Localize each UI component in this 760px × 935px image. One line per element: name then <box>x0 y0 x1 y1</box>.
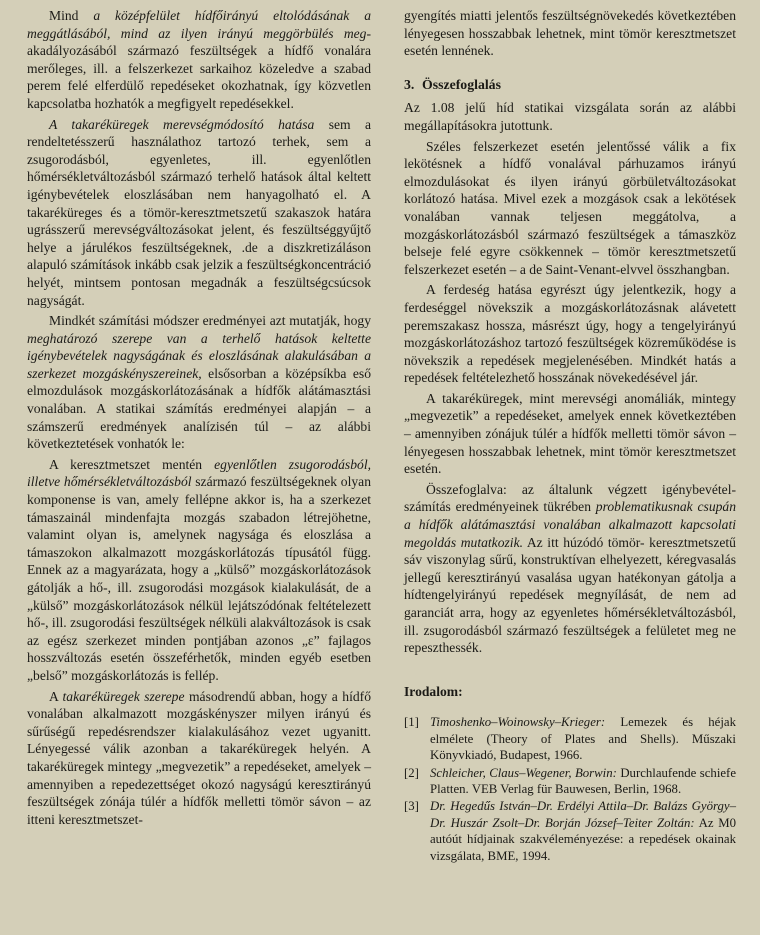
paragraph: Összefoglalva: az általunk végzett igénybevétel-számítás eredményeinek tükrében problematikusnak csupán a hídfők alátámasztási vonalában alkalmazott kapcsolati megoldás mutatkozik. Az itt húzódó tömör- keresztmetszetű sáv viszonylag sűrű, konstruktívan elhelyezett, kéregvasalás jellegű keresztirányú vasalása ugyan hatékonyan gátolja a hídtengelyirányú repedések megnyílását, de nem ad garanciát arra, hogy az egyenletes hőmérsékletváltozásból, ill. zsugorodásból származó feszültségek a felületet meg ne repeszthessék. <box>404 481 737 656</box>
reference-item <box>404 714 736 763</box>
reference-details: Az M0 autóút hídjainak szakvéleményezése: a repedések okainak vizsgálata, BME, 1994. <box>430 815 737 863</box>
reference-number: [2] <box>404 765 419 780</box>
reference-authors: Dr. Hegedűs István–Dr. Erdélyi Attila–Dr. Balázs György–Dr. Huszár Zsolt–Dr. Borján József–Teiter Zoltán: <box>430 799 736 830</box>
section-heading <box>404 76 736 94</box>
reference-number: [1] <box>404 715 419 730</box>
reference-authors: Schleicher, Claus–Wegener, Borwin: <box>430 765 617 780</box>
section-intro: Az 1.08 jelű híd statikai vizsgálata során az alábbi megállapításokra jutottunk. <box>404 100 736 133</box>
reference-details: Lemezek és héjak elmélete (Theory of Plates and Shells). Műszaki Könyvkiadó, Budapest, 1966. <box>430 715 736 763</box>
reference-item <box>404 798 736 864</box>
reference-details: Durchlaufende schiefe Platten. VEB Verlag für Bauwesen, Berlin, 1968. <box>430 765 736 796</box>
right-column <box>404 7 736 865</box>
section-title: Összefoglalás <box>422 76 501 92</box>
reference-authors: Timoshenko–Woinowsky–Krieger: <box>430 715 606 730</box>
paragraph: A keresztmetszet mentén egyenlőtlen zsugorodásból, illetve hőmérsékletváltozásból származó feszültségeknek olyan komponense is van, amely fellépne akkor is, ha a szerkezet támaszainál mindenfajta mozgás szabadon létrejöhetne, valamint olyan is, amelynek nagysága és eloszlása a támaszokon alkalmazott mozgáskorlátozás típusától függ. Ennek az a magyarázata, hogy a „külső” mozgáskorlátozások gátolják a hő-, ill. zsugorodási mozgások kialakulását, de a „külső” mozgáskorlátozások nélkül lejátszódónak feltételezett hő-, ill. zsugorodási feszültségek nélküli alakváltozások is csak az egész szerkezet minden pontjában azonos „ε” fajlagos hosszváltozás esetén összeférhetők, minden egyéb esetben „belső” mozgáskorlátozás is fellép. <box>27 456 371 683</box>
paragraph: A ferdeség hatása egyrészt úgy jelentkezik, hogy a ferdeséggel növekszik a mozgáskorlátozásnak alávetett peremszakasz hossza, másrészt úgy, hogy a tengelyirányú mozgáskorlátozáshoz tartozó feszültségek közreműködése is növekszik a repedések megjelenésében. Mindkét hatás a repedések feltételezhető hosszának növekedésével jár. <box>404 282 736 386</box>
paragraph: A takaréküregek, mint merevségi anomáliák, mintegy „megvezetik” a repedéseket, amelyek ennek következtében – amennyiben zónájuk túlér a hídfők melletti tömör sávon – lényegesen hosszabbak lehetnek, mint tömör keresztmetszet esetén. <box>404 390 736 477</box>
paragraph: Mind a középfelület hídfőirányú eltolódásának a meggátlásából, mind az ilyen irányú meggörbülés meg-akadályozásából származó feszültségek a hídfő vonalára merőleges, ill. a felszerkezet sarkaihoz közeledve a szabad perem felé elferdülő repedéseket okozhatnak, így közvetlen kapcsolatba hozhatók a megfigyelt repedésekkel. <box>27 8 372 111</box>
left-column <box>27 7 371 828</box>
paragraph: A takaréküregek merevségmódosító hatása sem a rendeltetésszerű használathoz tartozó terhek, sem a zsugorodásból, egyenletes, ill. egyenlőtlen hőmérsékletváltozásból származó terhelő hatások által keltett igénybevételek eloszlásában nem hanyagolható el. A takaréküreges és a tömör-keresztmetszetű szakaszok határa ugrásszerű merevségváltozásokat jelent, és feszültséggyűjtő helye a járulékos feszültségeknek, .de a diszkretizáláson alapuló számítások inkább csak jelzik a feszültségkoncentráció helyét, mintsem pontosan megadnák a feszültségcsúcsok nagyságát. <box>27 116 371 308</box>
section-number: 3. <box>404 76 415 92</box>
references-heading: Irodalom: <box>404 683 463 699</box>
reference-number: [3] <box>404 799 419 814</box>
paragraph: A takaréküregek szerepe másodrendű abban, hogy a hídfő vonalában alkalmazott mozgáskényszer milyen irányú és sűrűségű repedésrendszer kialakulásához vezet ugyanitt. Lényegessé válik azonban a takaréküregek helyén. A takaréküregek mintegy „megvezetik” a repedéseket, amelyek – amennyiben a repedezettséget okozó nagyságú keresztirányú feszültségek zónája túlér a hídfők melletti tömör sávon – az itteni keresztmetszet- <box>27 688 371 827</box>
paragraph: Széles felszerkezet esetén jelentőssé válik a fix lekötésnek a hídfő vonalával párhuzamos irányú elmozdulásokat és ilyen irányú görbületváltozásokat korlátozó hatása. Mivel ezek a mozgások csak a lekötések vonalában vannak teljesen meggátolva, a mozgáskorlátozásból származó feszültségek a támaszköz belseje felé egyre csökkennek – tömör keresztmetszetű felszerkezet esetén – a de Saint-Venant-elvvel összhangban. <box>404 138 736 277</box>
paragraph: Mindkét számítási módszer eredményei azt mutatják, hogy meghatározó szerepe van a terhelő hatások keltette igénybevételek nagyságának és eloszlásának alakulásában a szerkezet mozgáskényszereinek, elsősorban a középsíkba eső elmozdulások mozgáskorlátozásának a hídfők alátámasztási vonalában. A statikai számítás eredményei alapján – a számszerű eredmények analízisén túl – az alábbi következtetések vonhatók le: <box>27 313 371 452</box>
reference-item <box>404 765 736 798</box>
continued-paragraph: gyengítés miatti jelentős feszültségnövekedés következtében lényegesen hosszabbak lehetnek, mint tömör keresztmetszet esetén lennének. <box>404 8 736 59</box>
